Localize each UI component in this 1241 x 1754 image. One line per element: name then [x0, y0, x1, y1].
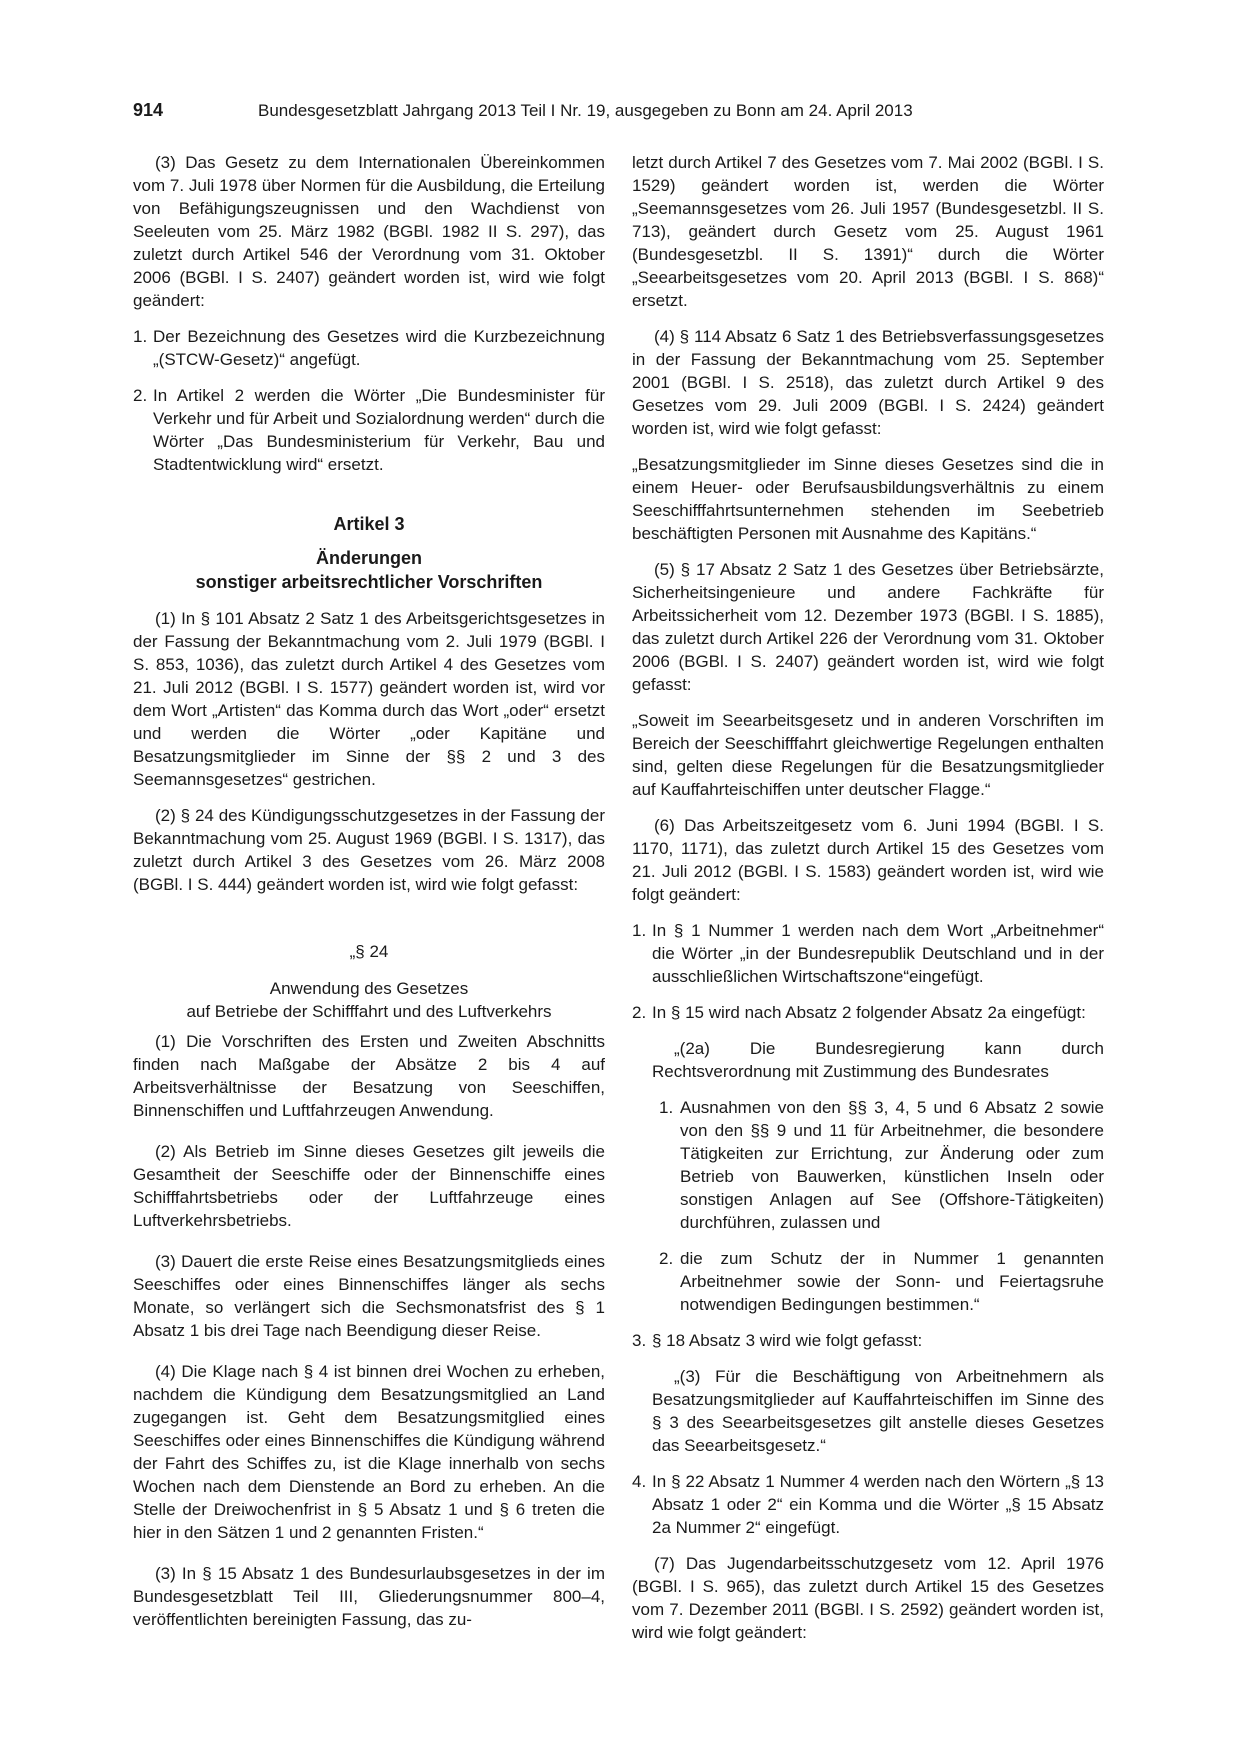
right-column [632, 151, 1104, 1644]
list-text: die zum Schutz der in Nummer 1 genannten Arbeitnehmer sowie der Sonn- und Feiertagsruhe notwendigen Bedingungen bestimmen.“ [680, 1249, 1104, 1314]
quote-absatz-3: „(3) Für die Beschäftigung von Arbeitnehmern als Besatzungsmitglieder auf Kauffahrteischiffen im Sinne des § 3 des Seearbeitsgesetzes gilt anstelle dieses Gesetzes das Seearbeitsgesetz.“ [652, 1367, 1104, 1455]
section-paragraph-2: (2) Als Betrieb im Sinne dieses Gesetzes gilt jeweils die Gesamtheit der Seeschiffe oder der Binnenschiffe eines Schifffahrtsbetriebs oder der Luftfahrzeuge eines Luftverkehrsbetriebs. [133, 1142, 605, 1230]
page-header [133, 100, 1103, 130]
left-column [133, 151, 605, 1631]
section-title-line-2: auf Betriebe der Schifffahrt und des Luftverkehrs [186, 1002, 552, 1021]
paragraph-3-stcw: (3) Das Gesetz zu dem Internationalen Übereinkommen vom 7. Juli 1978 über Normen für die Ausbildung, die Erteilung von Befähigungszeugnissen und den Wachdienst von Seeleuten vom 25. März 1982 (BGBl. 1982 II S. 297), das zuletzt durch Artikel 546 der Verordnung vom 31. Oktober 2006 (BGBl. I S. 2407) geändert worden ist, wird wie folgt geändert: [133, 153, 605, 310]
paragraph-6-arbzg: (6) Das Arbeitszeitgesetz vom 6. Juni 1994 (BGBl. I S. 1170, 1171), das zuletzt durch Artikel 15 des Gesetzes vom 21. Juli 2012 (BGBl. I S. 1583) geändert worden ist, wird wie folgt geändert: [632, 816, 1104, 904]
list-text: Ausnahmen von den §§ 3, 4, 5 und 6 Absatz 2 sowie von den §§ 9 und 11 für Arbeitnehmer, die besondere Tätigkeiten zur Errichtung, zur Änderung oder zum Betrieb von Bauwerken, künstlichen Inseln oder sonstigen Anlagen auf See (Offshore-Tätigkeiten) durchführen, zulassen und [680, 1098, 1104, 1232]
paragraph-2-kschg: (2) § 24 des Kündigungsschutzgesetzes in der Fassung der Bekanntmachung vom 25. August 1969 (BGBl. I S. 1317), das zuletzt durch Artikel 3 des Gesetzes vom 26. März 2008 (BGBl. I S. 444) geändert worden ist, wird wie folgt gefasst: [133, 806, 605, 894]
paragraph-1-arbgg: (1) In § 101 Absatz 2 Satz 1 des Arbeitsgerichtsgesetzes in der Fassung der Bekanntmachung vom 2. Juli 1979 (BGBl. I S. 853, 1036), das zuletzt durch Artikel 4 des Gesetzes vom 21. Juli 2012 (BGBl. I S. 1577) geändert worden ist, wird vor dem Wort „Artisten“ das Komma durch das Wort „oder“ ersetzt und werden die Wörter „oder Kapitäne und Besatzungsmitglieder im Sinne der §§ 2 und 3 des Seemannsgesetzes“ gestrichen. [133, 609, 605, 789]
list-text: In Artikel 2 werden die Wörter „Die Bundesminister für Verkehr und für Arbeit und Sozialordnung werden“ durch die Wörter „Das Bundesministerium für Verkehr, Bau und Stadtentwicklung wird“ ersetzt. [153, 386, 605, 474]
list-number: 2. [659, 1249, 674, 1268]
quote-betrvg: „Besatzungsmitglieder im Sinne dieses Gesetzes sind die in einem Heuer- oder Berufsausbildungsverhältnis zu einem Seeschifffahrtsunternehmen stehenden im Seebetrieb beschäftigten Personen mit Ausnahme des Kapitäns.“ [632, 455, 1104, 543]
list-number: 1. [659, 1098, 674, 1117]
list-number: 3. [632, 1331, 647, 1350]
list-text: Der Bezeichnung des Gesetzes wird die Kurzbezeichnung „(STCW-Gesetz)“ angefügt. [153, 327, 605, 369]
paragraph-3-burlg-continued: letzt durch Artikel 7 des Gesetzes vom 7. Mai 2002 (BGBl. I S. 1529) geändert worden ist, werden die Wörter „Seemannsgesetzes vom 26. Juli 1957 (Bundesgesetzbl. II S. 713), geändert durch Gesetz vom 25. August 1961 (Bundesgesetzbl. II S. 1391)“ durch die Wörter „Seearbeitsgesetzes vom 20. April 2013 (BGBl. I S. 868)“ ersetzt. [632, 153, 1104, 310]
list-item [133, 325, 605, 371]
section-paragraph-3: (3) Dauert die erste Reise eines Besatzungsmitglieds eines Seeschiffes oder eines Binnenschiffes länger als sechs Monate, so verlängert sich die Sechsmonatsfrist des § 1 Absatz 1 bis drei Tage nach Beendigung dieser Reise. [133, 1252, 605, 1340]
list-text: In § 1 Nummer 1 werden nach dem Wort „Arbeitnehmer“ die Wörter „in der Bundesrepublik Deutschland und in der ausschließlichen Wirtschaftszone“eingefügt. [652, 921, 1104, 986]
list-item [632, 1001, 1104, 1024]
article-title: Artikel 3 [333, 514, 405, 534]
list-number: 1. [133, 327, 148, 346]
sub-list-item [632, 1247, 1104, 1316]
section-number: „§ 24 [349, 942, 389, 961]
list-number: 1. [632, 921, 647, 940]
list-text: In § 22 Absatz 1 Nummer 4 werden nach den Wörtern „§ 13 Absatz 1 oder 2“ ein Komma und die Wörter „§ 15 Absatz 2a Nummer 2“ eingefügt. [652, 1472, 1104, 1537]
list-item [133, 384, 605, 476]
list-text: § 18 Absatz 3 wird wie folgt gefasst: [652, 1331, 923, 1350]
list-item [632, 1470, 1104, 1539]
quote-asig: „Soweit im Seearbeitsgesetz und in anderen Vorschriften im Bereich der Seeschifffahrt gleichwertige Regelungen enthalten sind, gelten diese Regelungen für die Besatzungsmitglieder auf Kauffahrteischiffen unter deutscher Flagge.“ [632, 711, 1104, 799]
paragraph-4-betrvg: (4) § 114 Absatz 6 Satz 1 des Betriebsverfassungsgesetzes in der Fassung der Bekanntmachung vom 25. September 2001 (BGBl. I S. 2518), das zuletzt durch Artikel 9 des Gesetzes vom 29. Juli 2009 (BGBl. I S. 2424) geändert worden ist, wird wie folgt gefasst: [632, 327, 1104, 438]
list-item [632, 919, 1104, 988]
paragraph-7-jarbschg: (7) Das Jugendarbeitsschutzgesetz vom 12. April 1976 (BGBl. I S. 965), das zuletzt durch Artikel 15 des Gesetzes vom 7. Dezember 2011 (BGBl. I S. 2592) geändert worden ist, wird wie folgt geändert: [632, 1554, 1104, 1642]
list-number: 2. [133, 386, 148, 405]
running-head: Bundesgesetzblatt Jahrgang 2013 Teil I Nr. 19, ausgegeben zu Bonn am 24. April 2013 [258, 101, 913, 120]
paragraph-5-asig: (5) § 17 Absatz 2 Satz 1 des Gesetzes über Betriebsärzte, Sicherheitsingenieure und andere Fachkräfte für Arbeitssicherheit vom 12. Dezember 1973 (BGBl. I S. 1885), das zuletzt durch Artikel 226 der Verordnung vom 31. Oktober 2006 (BGBl. I S. 2407) geändert worden ist, wird wie folgt gefasst: [632, 560, 1104, 694]
list-number: 2. [632, 1003, 647, 1022]
section-paragraph-4: (4) Die Klage nach § 4 ist binnen drei Wochen zu erheben, nachdem die Kündigung dem Besatzungsmitglied an Land zugegangen ist. Geht dem Besatzungsmitglied eines Seeschiffes oder eines Binnenschiffes die Kündigung während der Fahrt des Schiffes zu, ist die Klage innerhalb von sechs Wochen nach dem Dienstende an Bord zu erheben. An die Stelle der Dreiwochenfrist in § 5 Absatz 1 und § 6 treten die hier in den Sätzen 1 und 2 genannten Fristen.“ [133, 1362, 605, 1542]
list-text: In § 15 wird nach Absatz 2 folgender Absatz 2a eingefügt: [652, 1003, 1086, 1022]
article-heading-line-2: sonstiger arbeitsrechtlicher Vorschriften [195, 572, 543, 592]
article-heading-line-1: Änderungen [316, 548, 422, 568]
paragraph-3-burlg-start: (3) In § 15 Absatz 1 des Bundesurlaubsgesetzes in der im Bundesgesetzblatt Teil III, Gliederungsnummer 800–4, veröffentlichten bereinigten Fassung, das zu- [133, 1564, 605, 1629]
quote-absatz-2a: „(2a) Die Bundesregierung kann durch Rechtsverordnung mit Zustimmung des Bundesrates [652, 1039, 1104, 1081]
section-paragraph-1: (1) Die Vorschriften des Ersten und Zweiten Abschnitts finden nach Maßgabe der Absätze 2 bis 4 auf Arbeitsverhältnisse der Besatzung von Seeschiffen, Binnenschiffen und Luftfahrzeugen Anwendung. [133, 1032, 605, 1120]
list-item [632, 1329, 1104, 1352]
page-number: 914 [133, 100, 164, 120]
sub-list-item [632, 1096, 1104, 1234]
section-title-line-1: Anwendung des Gesetzes [269, 979, 469, 998]
list-number: 4. [632, 1472, 647, 1491]
